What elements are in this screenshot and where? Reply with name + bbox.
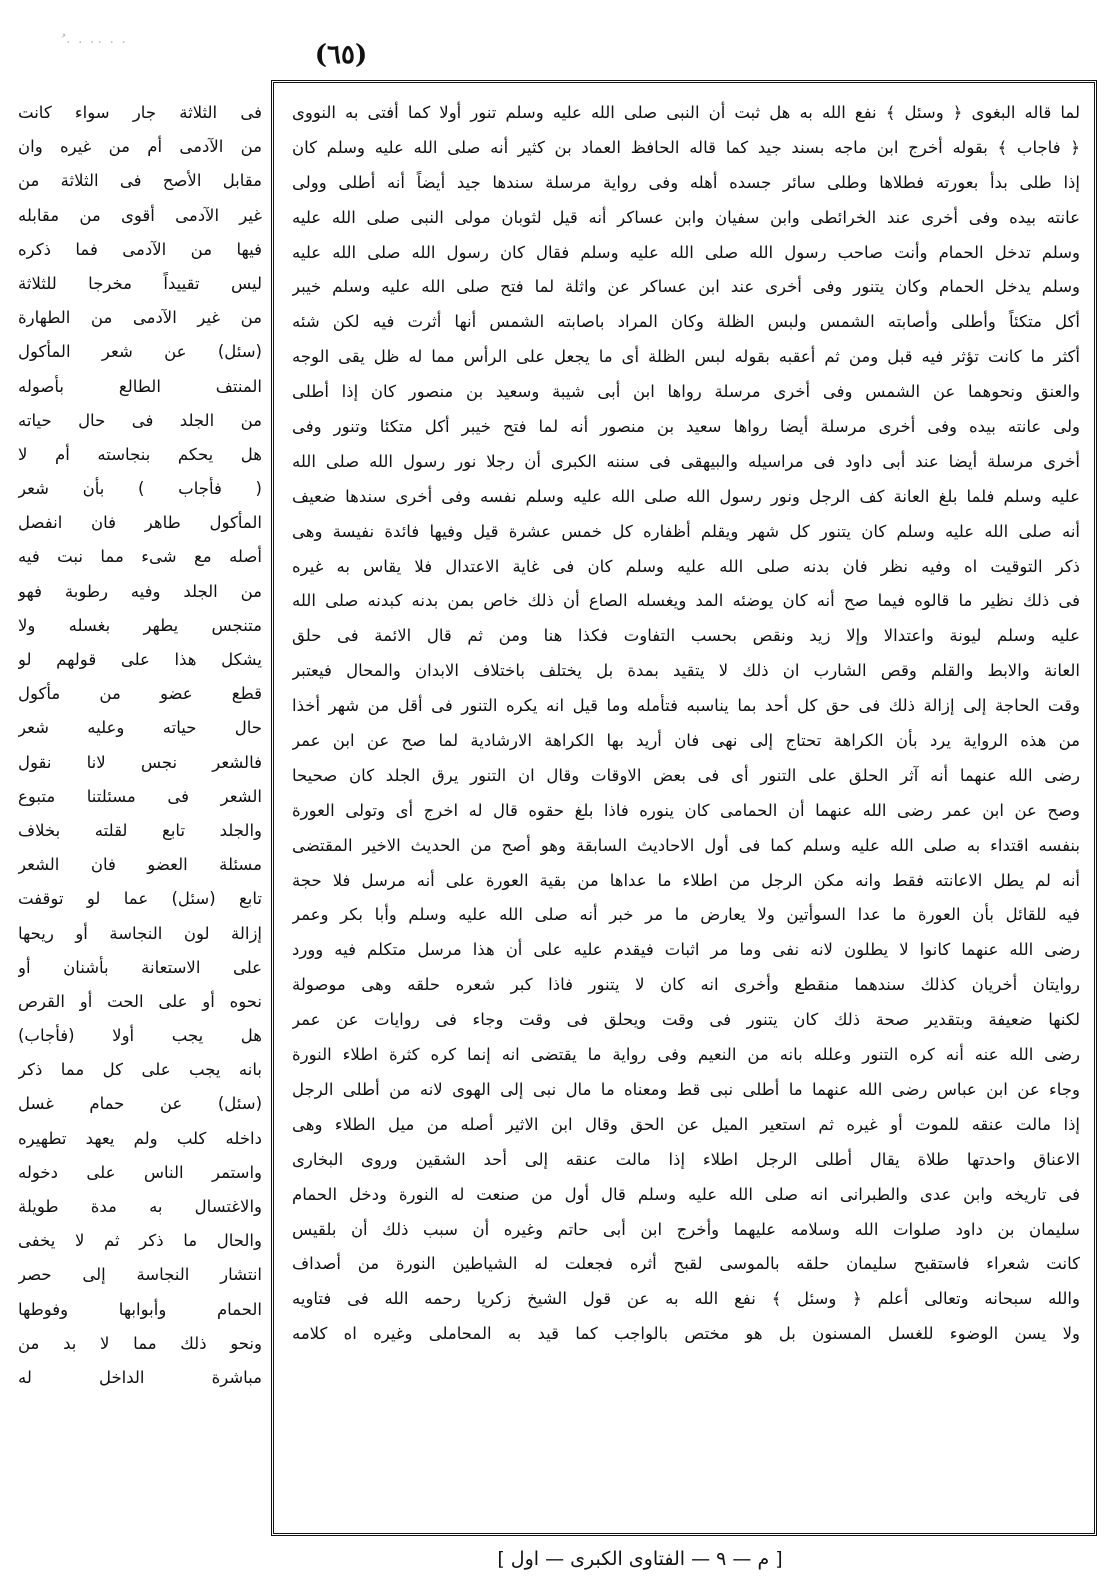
- main-text-line: سليمان بن داود صلوات الله وسلامه عليهما وأخرج ابن أبى حاتم وغيره أن سبب ذلك أن بلقيس: [292, 1219, 1080, 1239]
- margin-text-line: أصله مع شىء مما نبت فيه: [18, 547, 262, 567]
- margin-text-line: انتشار النجاسة إلى حصر: [18, 1265, 262, 1285]
- margin-text-line: ونحو ذلك مما لا بد من: [18, 1333, 262, 1353]
- margin-text-line: من الجلد وفيه رطوبة فهو: [18, 581, 262, 601]
- margin-text-line: حال حياته وعليه شعر: [18, 718, 262, 738]
- main-text-line: إذا طلى بدأ بعورته فطلاها وطلى سائر جسده أهله وفى رواية مرسلة سندها جيد أيضاً أنه أطلى وولى: [292, 172, 1080, 192]
- main-text-line: أنه لم يطل الاعانته فقط وانه مكن الرجل من اطلاء ما عداها من بقية العورة على أنه مرسل فلا حجة: [292, 870, 1080, 890]
- margin-text-line: من غير الآدمى من الطهارة: [18, 308, 262, 328]
- main-text-line: ذكر التوقيت اه وفيه نظر فان بدنه صلى الله عليه وسلم كان فى غاية الاعتدال فلا يقاس به غيره: [292, 556, 1080, 576]
- margin-text-line: فالشعر نجس لانا نقول: [18, 752, 262, 772]
- margin-text-line: مسئلة العضو فان الشعر: [18, 855, 262, 875]
- main-text-line: وسلم يدخل الحمام وكان يتنور وفى أخرى عند ابن عساكر عن واثلة لما فتح صلى الله عليه وسلم خيبر: [292, 277, 1080, 297]
- margin-text-line: من الجلد فى حال حياته: [18, 410, 262, 430]
- main-text-line: عليه وسلم ليونة واعتدالا وإلا زيد ونقص بحسب التفاوت فكذا هنا ومن ثم قال الائمة فى حلق: [292, 626, 1080, 646]
- main-text-line: رضى الله عنهما كانوا لا يطلون لانه نفى وما مر اثبات فيقدم عليه على أن هذا مرسل متكلم فيه وورد: [292, 940, 1080, 960]
- main-text-line: فيه للقائل بأن العورة ما عدا السوأتين ولا يعارض ما مر خبر أنه صلى الله عليه وسلم وأبا بكر وعمر: [292, 905, 1080, 925]
- margin-text-line: هل يجب أولا (فأجاب): [18, 1026, 262, 1046]
- margin-text-line: فيها من الآدمى فما ذكره: [18, 239, 262, 259]
- main-text-line: من هذه الرواية يرد بأن الكراهة تحتاج إلى نهى فان أريد بها الكراهة الارشادية لما صح عن ابن عمر: [292, 731, 1080, 751]
- margin-text-line: غير الآدمى أقوى من مقابله: [18, 205, 262, 225]
- margin-text-line: ( فأجاب ) بأن شعر: [18, 479, 262, 499]
- main-text-line: وجاء عن ابن عباس رضى الله عنهما ما أطلى نبى قط ومعناه ما مال نبى إلى الهوى لانه من أطلى الرجل: [292, 1079, 1080, 1099]
- main-text-line: وصح عن ابن عمر رضى الله عنهما أن الحمامى كان ينوره فاذا بلغ حقوه قال له اخرج أى وتولى العورة: [292, 800, 1080, 820]
- main-text-line: عليه وسلم فلما بلغ العانة كف الرجل ونور رسول الله صلى الله عليه وسلم نفسه وفى أخرى سندها ضعيف: [292, 486, 1080, 506]
- main-text-line: الاعناق واحدتها طلاة يقال أطلى الرجل اطلاء إذا مالت عنقه إلى أحد الشقين وروى البخارى: [292, 1149, 1080, 1169]
- margin-text-line: الحمام وأبوابها وفوطها: [18, 1299, 262, 1319]
- margin-text-line: قطع عضو من مأكول: [18, 684, 262, 704]
- main-text-line: فى ذلك نظير ما قالوه فيما صح أنه كان يوضئه المد ويغسله الصاع أن ذلك خاص بمن بدنه كبدنه صلى الله: [292, 591, 1080, 611]
- margin-text-line: فى الثلاثة جار سواء كانت: [18, 103, 262, 122]
- main-text-line: ولى عانته بيده وفى أخرى مرسلة أيضا رواها سعيد بن منصور أنه لما فتح خيبر أكل متكئا وتنور وفى: [292, 417, 1080, 437]
- margin-text-line: نحوه أو على الحت أو القرص: [18, 991, 262, 1011]
- main-text-line: رضى الله عنهما أنه آثر الحلق على التنور أى فى بعض الاوقات وقال ان التنور يرق الجلد كان صحيحا: [292, 765, 1080, 785]
- margin-text-line: يشكل هذا على قولهم لو: [18, 650, 262, 669]
- margin-text-line: المأكول طاهر فان انفصل: [18, 513, 262, 533]
- margin-text-line: الشعر فى مسئلتنا متبوع: [18, 786, 262, 806]
- main-text-line: وقت الحاجة إلى إزالة ذلك فى حق كل أحد بما يناسبه فتأمله وما قيل انه يكره التنور فى أقل من شهر أخذا: [292, 696, 1080, 716]
- page-number: (٦٥): [314, 40, 368, 70]
- margin-text-line: إزالة لون النجاسة أو ريحها: [18, 923, 262, 943]
- margin-column-text: [18, 96, 262, 1576]
- main-text-line: كانت شعراء فاستقبح سليمان حلقه بالموسى لقبح أثره فجعلت له الشياطين النورة من أصداف: [292, 1254, 1080, 1274]
- margin-text-line: (سئل) عن حمام غسل: [18, 1094, 262, 1114]
- margin-text-line: والاغتسال به مدة طويلة: [18, 1197, 262, 1216]
- main-text-line: والله سبحانه وتعالى أعلم ﴿ وسئل ﴾ نفع الله به عن قول الشيخ زكريا رحمه الله فى فتاويه: [292, 1289, 1080, 1309]
- main-text-line: ﴿ فاجاب ﴾ بقوله أخرج ابن ماجه بسند جيد كما قاله الحافظ العماد بن كثير أنه صلى الله عليه وسلم كان: [292, 137, 1080, 157]
- main-text-line: فى تاريخه وابن عدى والطبرانى انه صلى الله عليه وسلم قال أول من صنعت له النورة ودخل الحمام: [292, 1184, 1080, 1204]
- main-text-line: إذا مالت عنقه للموت أو غيره ثم استعير الميل عن الحق وقال ابن الاثير أصله من ميل الطلاء وهى: [292, 1114, 1080, 1134]
- main-text-line: العانة والابط والقلم وقص الشارب ان ذلك لا يتقيد بمدة بل يختلف باختلاف الابدان والمحال فيعتبر: [292, 661, 1080, 681]
- main-text-line: بنفسه اقتداء به صلى الله عليه وسلم كما فى أول الاحاديث السابقة وهو أصح من الحديث الاخير المقتضى: [292, 835, 1080, 855]
- margin-text-line: المنتف الطالع بأصوله: [18, 376, 262, 396]
- margin-text-line: (سئل) عن شعر المأكول: [18, 342, 262, 362]
- margin-text-line: متنجس يطهر بغسله ولا: [18, 615, 262, 635]
- main-text-line: لما قاله البغوى ﴿ وسئل ﴾ نفع الله به هل ثبت أن النبى صلى الله عليه وسلم تنور أولا كما أفتى به النووى: [292, 103, 1080, 122]
- main-text-line: روايتان أخريان كذلك سندهما منقطع وأخرى انه كان لا يتنور فاذا كبر شعره حلقه وهى موصولة: [292, 975, 1080, 995]
- margin-text-line: والجلد تابع لقلته بخلاف: [18, 820, 262, 840]
- margin-text-line: مقابل الأصح فى الثلاثة من: [18, 171, 262, 191]
- main-text-line: أخرى مرسلة أيضا عند أبى داود فى مراسيله والبيهقى فى سننه الكبرى أن رجلا نور رسول الله صلى الله: [292, 451, 1080, 471]
- margin-text-line: من الآدمى أم من غيره وان: [18, 137, 262, 157]
- main-text-line: أكل متكئاً وأطلى وأصابته الشمس ولبس الظلة وكان المراد باصابته الشمس أنها أثرت فيه لكن شئه: [292, 312, 1080, 332]
- margin-text-line: على الاستعانة بأشنان أو: [18, 957, 262, 977]
- main-text-line: أكثر ما كانت تؤثر فيه قبل ومن ثم أعقبه بقوله لبس الظلة أى ما يجعل على الرأس مما له ظل يقى الوجه: [292, 347, 1080, 367]
- margin-text-line: والحال ما ذكر ثم لا يخفى: [18, 1231, 262, 1251]
- margin-text-line: بانه يجب على كل مما ذكر: [18, 1060, 262, 1080]
- corner-stamp-mark: ُ ٠ ٠ ٠٠ ٠ ٠: [60, 34, 128, 50]
- main-text-line: أنه صلى الله عليه وسلم كان يتنور كل شهر ويقلم أظفاره كل خمس عشرة قيل وفيها فائدة نفيسة وهى: [292, 521, 1080, 541]
- margin-text-line: داخله كلب ولم يعهد تطهيره: [18, 1128, 262, 1148]
- margin-text-line: واستمر الناس على دخوله: [18, 1162, 262, 1182]
- page-footer: [ م — ٩ — الفتاوى الكبرى — اول ]: [497, 1548, 783, 1570]
- margin-text-line: تابع (سئل) عما لو توقفت: [18, 889, 262, 909]
- main-text-line: والعنق ونحوهما عن الشمس وفى أخرى مرسلة رواها ابن أبى شيبة وسعيد بن منصور كان إذا أطلى: [292, 382, 1080, 402]
- margin-text-line: ليس تقييداً مخرجا للثلاثة: [18, 273, 262, 293]
- main-text-line: رضى الله عنه أنه كره التنور وعلله بانه من النعيم وفى رواية ما يقتضى انه إنما كره كثرة اطلاء النورة: [292, 1045, 1080, 1065]
- margin-text-line: هل يحكم بنجاسته أم لا: [18, 444, 262, 464]
- margin-text-line: مباشرة الداخل له: [18, 1367, 262, 1387]
- main-column-text: [292, 96, 1080, 1526]
- main-text-line: وسلم تدخل الحمام وأنت صاحب رسول الله صلى الله عليه وسلم فقال كان رسول الله صلى الله عليه: [292, 242, 1080, 262]
- main-text-line: ولا يسن الوضوء للغسل المسنون بل هو مختص بالواجب كما قيد به المحاملى وغيره اه كلامه: [292, 1324, 1080, 1344]
- main-text-line: عانته بيده وفى أخرى عند الخرائطى وابن سفيان وابن عساكر أنه قيل لثوبان مولى النبى صلى الله عليه: [292, 207, 1080, 227]
- main-text-line: لكنها ضعيفة وبتقدير صحة ذلك كان يتنور فى وقت ويحلق فى وقت وجاء فى روايات عن عمر: [292, 1010, 1080, 1030]
